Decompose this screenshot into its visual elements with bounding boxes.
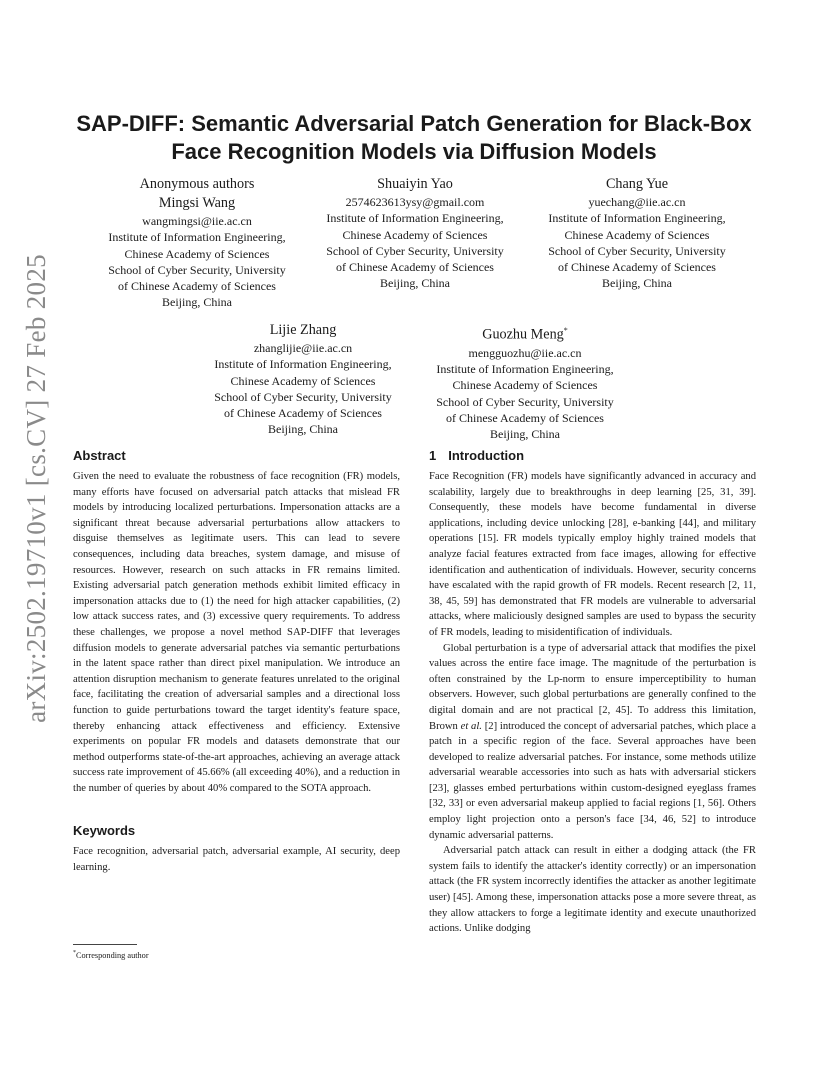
left-column — [73, 447, 400, 876]
author-affiliation: of Chinese Academy of Sciences — [446, 410, 604, 425]
right-column — [429, 447, 756, 937]
author-affiliation: Beijing, China — [380, 276, 450, 291]
author-block — [300, 175, 530, 292]
keywords-text: Face recognition, adversarial patch, adversarial example, AI security, deep learning. — [73, 846, 400, 874]
author-affiliation: Beijing, China — [490, 427, 560, 442]
author-email: 2574623613ysy@gmail.com — [345, 195, 485, 209]
author-note: Anonymous authors — [139, 176, 255, 192]
author-email: wangmingsi@iie.ac.cn — [142, 214, 252, 228]
intro-paragraph-2-a: Global perturbation is a type of adversarial attack that modifies the pixel values across the entire face image. The magnitude of the perturbation is often constrained by the Lp-norm to ensure imperceptibility to human observers. However, such global perturbations are generally confined to the digital domain and are not practical [2, 45]. To address this limitation, Brown — [429, 642, 756, 732]
author-affiliation: Institute of Information Engineering, — [214, 357, 392, 372]
author-affiliation: Institute of Information Engineering, — [326, 211, 504, 226]
corresponding-mark: * — [563, 326, 568, 335]
author-affiliation: of Chinese Academy of Sciences — [558, 260, 716, 275]
paper-title — [40, 110, 788, 166]
author-block — [522, 175, 752, 292]
author-affiliation: Chinese Academy of Sciences — [564, 227, 710, 242]
author-affiliation: of Chinese Academy of Sciences — [118, 279, 276, 294]
intro-paragraph-2-b: [2] introduced the concept of adversarial patches, which place a patch in a specific region of the face. Several approaches have been developed to realize adversarial patches. For instance, some methods utilize adversarial wearable accessories into such as hats with adversarial stickers [23], glasses embed perturbations within custom-designed eyeglass frames [32, 33] or even adversarial makeup applied to facial regions [1, 56]. Others employ light projection onto a person's face [34, 46, 52] to introduce dynamic adversarial patterns. — [429, 720, 756, 841]
author-affiliation: Chinese Academy of Sciences — [452, 378, 598, 393]
section-title: Introduction — [448, 448, 525, 463]
intro-paragraph-1: Face Recognition (FR) models have significantly advanced in accuracy and scalability, largely due to breakthroughs in deep learning [25, 31, 39]. Consequently, these models have become fundamental in diverse applications, including device unlocking [28], e-banking [44], and military operations [15]. FR models typically employ highly trained models that analyze facial features extracted from face images, allowing for effective identification and authentication of individuals. However, security concerns have escalated with the rapid growth of FR models. Recent research [2, 11, 38, 45, 59] has demonstrated that FR models are vulnerable to adversarial attacks, where maliciously designed samples are used to bypass the security of FR models, leading to misidentification of individuals. — [429, 471, 756, 638]
author-name — [410, 321, 640, 345]
abstract-heading: Abstract — [73, 448, 126, 463]
author-affiliation: of Chinese Academy of Sciences — [224, 406, 382, 421]
author-affiliation: School of Cyber Security, University — [326, 243, 504, 258]
author-affiliation: Beijing, China — [268, 422, 338, 437]
author-affiliation: Institute of Information Engineering, — [548, 211, 726, 226]
author-affiliation: School of Cyber Security, University — [214, 389, 392, 404]
author-email: mengguozhu@iie.ac.cn — [468, 345, 582, 360]
section-number: 1 — [429, 448, 437, 463]
author-affiliation: Institute of Information Engineering, — [108, 230, 286, 245]
author-block — [410, 321, 640, 443]
keywords-heading: Keywords — [73, 823, 136, 839]
author-name: Mingsi Wang — [158, 195, 236, 211]
author-affiliation: School of Cyber Security, University — [108, 262, 286, 277]
author-name: Shuaiyin Yao — [377, 176, 453, 192]
author-affiliation: Institute of Information Engineering, — [436, 362, 614, 377]
footnote — [73, 948, 149, 961]
author-name-text: Guozhu Meng — [482, 326, 564, 343]
arxiv-stamp — [14, 253, 58, 723]
author-affiliation: Chinese Academy of Sciences — [230, 373, 376, 388]
intro-paragraph-2 — [429, 641, 756, 844]
author-email: zhanglijie@iie.ac.cn — [253, 341, 353, 355]
author-block — [188, 321, 418, 438]
abstract-text: Given the need to evaluate the robustness of face recognition (FR) models, many efforts have focused on adversarial patch attacks that mislead FR models by introducing localized perturbations. Impersonation attacks are a significant threat because adversarial perturbations allow attackers to disguise themselves as legitimate users. This can lead to severe consequences, including data breaches, system damage, and misuse of resources. However, research on such attacks in FR remains limited. Existing adversarial patch generation methods exhibit limited efficacy in impersonation attacks due to (1) the need for high attacker capabilities, (2) low attack success rates, and (3) excessive query requirements. To address these challenges, we propose a novel method SAP-DIFF that leverages diffusion models to generate adversarial patches via semantic perturbations in the latent space rather than direct pixel manipulation. We introduce an attention disruption mechanism to generate features unrelated to the original face, facilitating the creation of adversarial samples and a directional loss function to guide perturbations toward the target identity's feature space, thereby enhancing attack effectiveness and efficiency. Extensive experiments on popular FR models and datasets demonstrate that our method outperforms state-of-the-art approaches, achieving an average attack success rate improvement of 45.66% (all exceeding 40%), and a reduction in the number of queries by about 40% compared to the SOTA approach. — [73, 471, 400, 794]
author-email: yuechang@iie.ac.cn — [588, 195, 686, 209]
author-name: Lijie Zhang — [269, 322, 337, 338]
footnote-mark: * — [73, 950, 76, 956]
footnote-text: Corresponding author — [76, 950, 149, 960]
author-affiliation: School of Cyber Security, University — [548, 243, 726, 258]
arxiv-stamp-text: arXiv:2502.19710v1 [cs.CV] 27 Feb 2025 — [20, 253, 51, 723]
intro-paragraph-3: Adversarial patch attack can result in either a dodging attack (the FR system fails to identify the attacker's identity correctly) or an impersonation attack (the FR system incorrectly identifies the attacker as another legitimate user) [45]. Among these, impersonation attacks pose a more severe threat, as they allow attackers to forge a legitimate identity and execute unauthorized actions. Unlike dodging — [429, 845, 756, 935]
author-affiliation: Beijing, China — [162, 295, 232, 310]
author-affiliation: of Chinese Academy of Sciences — [336, 260, 494, 275]
author-affiliation: Chinese Academy of Sciences — [342, 227, 488, 242]
author-name: Chang Yue — [605, 176, 669, 192]
intro-paragraph-2-em: et al. — [460, 720, 482, 732]
author-affiliation: School of Cyber Security, University — [436, 394, 614, 409]
title-line-2: Face Recognition Models via Diffusion Models — [171, 139, 657, 164]
introduction-heading — [429, 447, 756, 465]
title-line-1: SAP-DIFF: Semantic Adversarial Patch Generation for Black-Box — [76, 111, 752, 136]
footnote-rule — [73, 944, 137, 945]
author-affiliation: Beijing, China — [602, 276, 672, 291]
author-block — [82, 175, 312, 311]
author-affiliation: Chinese Academy of Sciences — [124, 246, 270, 261]
